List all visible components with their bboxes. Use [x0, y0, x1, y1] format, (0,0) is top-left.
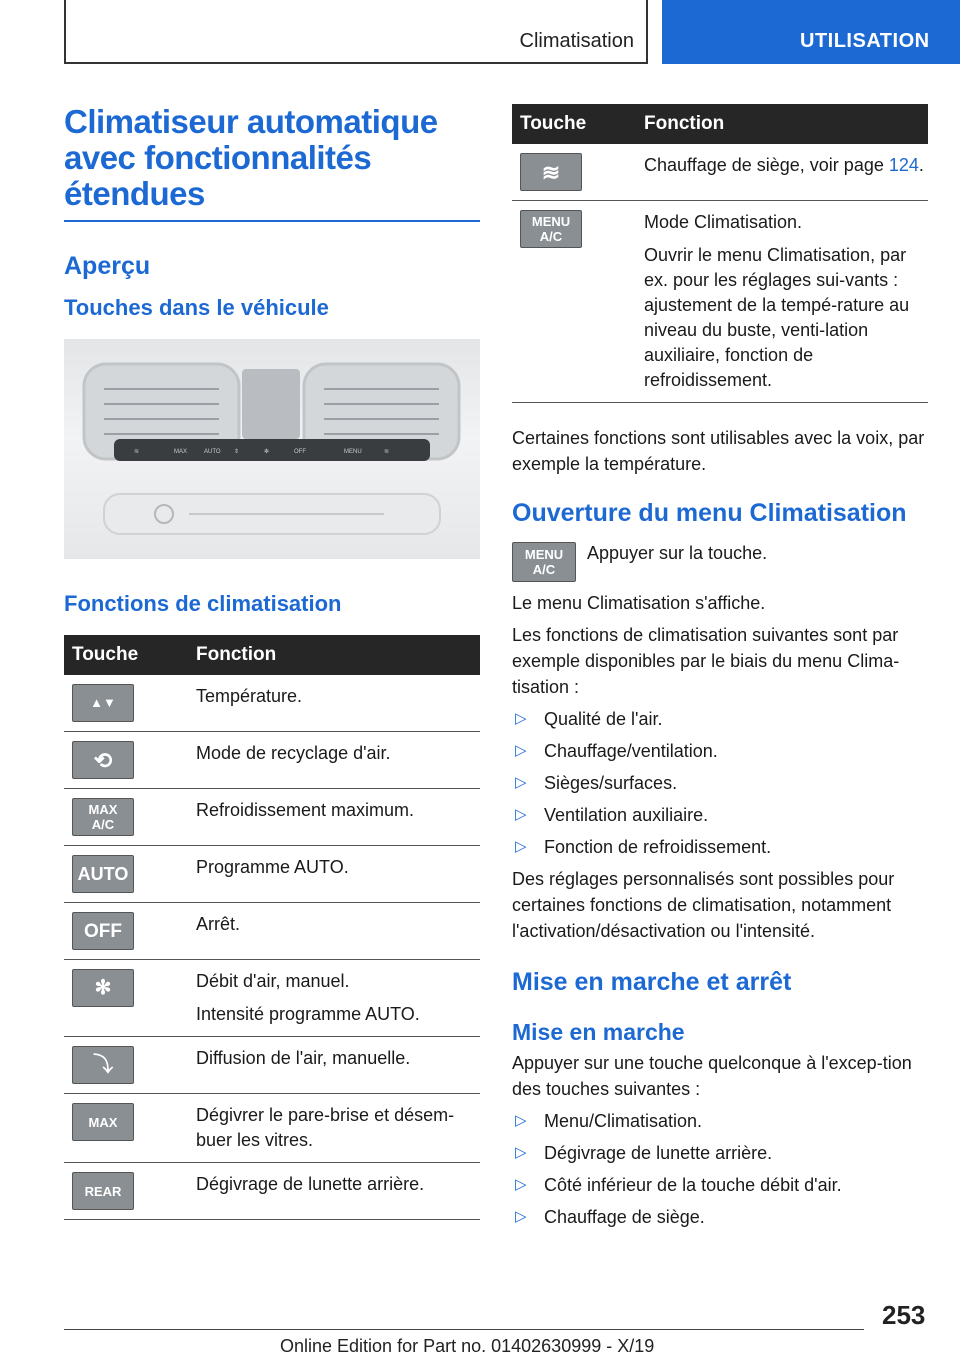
bullet-triangle-icon: ▷ — [515, 710, 527, 727]
page-title: Climatiseur automatique avec fonctionnalités étendues — [64, 103, 438, 212]
fan-icon: ✻ — [72, 969, 134, 1007]
list-item-text: Menu/Climatisation. — [544, 1111, 703, 1131]
row-text-before: Chauffage de siège, voir page — [644, 155, 889, 175]
right-function-table — [512, 104, 928, 403]
menu-items-list — [512, 706, 928, 860]
bullet-triangle-icon: ▷ — [515, 1176, 527, 1193]
svg-text:≋: ≋ — [384, 449, 390, 455]
list-item-text: Qualité de l'air. — [544, 709, 663, 729]
windshield-defrost-icon: MAX — [72, 1103, 134, 1141]
table-row — [512, 201, 928, 403]
table-header-row — [64, 635, 480, 675]
personal-settings-text: Des réglages personnalisés sont possibles pour certaines fonctions de climatisation, notamment l'activation/désactivation ou l'intensité. — [512, 869, 895, 941]
svg-text:MAX: MAX — [174, 449, 188, 455]
list-item-text: Chauffage de siège. — [544, 1207, 705, 1227]
list-item-text: Chauffage/ventilation. — [544, 741, 718, 761]
col-function-header: Fonction — [644, 104, 928, 144]
svg-text:⇕: ⇕ — [234, 449, 240, 455]
menu-intro-text: Les fonctions de climatisation suivantes sont par exemple disponibles par le biais du menu Clima-tisation : — [512, 625, 900, 697]
heading-vehicle-keys: Touches dans le véhicule — [64, 295, 329, 320]
table-row — [64, 732, 480, 789]
list-item — [512, 1172, 928, 1198]
list-item — [512, 834, 928, 860]
svg-text:AUTO: AUTO — [204, 449, 221, 455]
table-row — [64, 960, 480, 1037]
header-section-box — [64, 0, 648, 64]
bullet-triangle-icon: ▷ — [515, 1112, 527, 1129]
rear-window-defrost-icon: REAR — [72, 1172, 134, 1210]
list-item-text: Ventilation auxiliaire. — [544, 805, 709, 825]
row-text-2: Intensité programme AUTO. — [196, 1004, 420, 1024]
row-text: Programme AUTO. — [196, 857, 349, 877]
row-text: Débit d'air, manuel. — [196, 971, 350, 991]
row-text: Refroidissement maximum. — [196, 800, 415, 820]
table-row — [512, 144, 928, 201]
header-tab[interactable] — [662, 0, 960, 64]
bullet-triangle-icon: ▷ — [515, 742, 527, 759]
header-tab-label: UTILISATION — [800, 30, 930, 52]
dashboard-photo — [64, 339, 480, 559]
page-link[interactable]: 124 — [888, 155, 919, 175]
air-recirculation-icon: ⟲ — [72, 741, 134, 779]
row-text: Température. — [196, 686, 303, 706]
footer-edition: Online Edition for Part no. 01402630999 - X/19 — [280, 1336, 655, 1356]
heading-overview: Aperçu — [64, 252, 151, 280]
auto-icon: AUTO — [72, 855, 134, 893]
switch-on-intro: Appuyer sur une touche quelconque à l'excep-tion des touches suivantes : — [512, 1053, 912, 1099]
bullet-triangle-icon: ▷ — [515, 1144, 527, 1161]
heading-switch-on: Mise en marche — [512, 1019, 685, 1045]
col-key-header: Touche — [512, 104, 644, 144]
row-text: Arrêt. — [196, 914, 241, 934]
title-rule — [64, 220, 480, 222]
list-item-text: Dégivrage de lunette arrière. — [544, 1143, 773, 1163]
menu-ac-icon: MENU A/C — [520, 210, 582, 248]
table-row — [64, 675, 480, 732]
row-text: Diffusion de l'air, manuelle. — [196, 1048, 411, 1068]
air-distribution-icon: ⤵ — [72, 1046, 134, 1084]
svg-text:≋: ≋ — [134, 449, 140, 455]
row-text: Dégivrer le pare-brise et désem-buer les vitres. — [196, 1105, 455, 1150]
list-item-text: Côté inférieur de la touche débit d'air. — [544, 1175, 842, 1195]
max-ac-icon: MAX A/C — [72, 798, 134, 836]
col-key-header: Touche — [64, 635, 196, 675]
list-item — [512, 802, 928, 828]
page-number: 253 — [882, 1300, 926, 1330]
voice-note: Certaines fonctions sont utilisables avec la voix, par exemple la température. — [512, 428, 925, 474]
table-row — [64, 846, 480, 903]
menu-ac-icon: MENU A/C — [512, 542, 576, 582]
list-item — [512, 738, 928, 764]
row-text: Mode Climatisation. — [644, 212, 803, 232]
bullet-triangle-icon: ▷ — [515, 806, 527, 823]
table-row — [64, 903, 480, 960]
row-text: Mode de recyclage d'air. — [196, 743, 391, 763]
bullet-triangle-icon: ▷ — [515, 838, 527, 855]
list-item — [512, 770, 928, 796]
bullet-triangle-icon: ▷ — [515, 1208, 527, 1225]
svg-text:✻: ✻ — [264, 449, 270, 455]
table-header-row — [512, 104, 928, 144]
temperature-arrows-icon: ▲▼ — [72, 684, 134, 722]
left-function-table — [64, 635, 480, 1220]
row-text — [644, 153, 928, 178]
row-text-2: Ouvrir le menu Climatisation, par ex. pour les réglages sui-vants : ajustement de la tempé-rature au niveau du buste, venti-lation auxiliaire, fonction de refroidissement. — [644, 245, 910, 390]
list-item — [512, 1140, 928, 1166]
row-text: Dégivrage de lunette arrière. — [196, 1174, 425, 1194]
exception-keys-list — [512, 1108, 928, 1230]
bullet-triangle-icon: ▷ — [515, 774, 527, 791]
press-key-row — [512, 542, 928, 582]
list-item — [512, 1204, 928, 1230]
row-text-after: . — [918, 155, 924, 175]
off-icon: OFF — [72, 912, 134, 950]
table-row — [64, 1094, 480, 1163]
list-item-text: Fonction de refroidissement. — [544, 837, 772, 857]
list-item-text: Sièges/surfaces. — [544, 773, 678, 793]
heading-climate-functions: Fonctions de climatisation — [64, 591, 342, 616]
seat-heating-icon: ≋ — [520, 153, 582, 191]
dashboard-illustration — [64, 339, 480, 559]
table-row — [64, 1037, 480, 1094]
left-column — [64, 104, 480, 1220]
heading-open-menu: Ouverture du menu Climatisation — [512, 499, 907, 527]
press-key-text: Appuyer sur la touche. — [587, 543, 768, 563]
list-item — [512, 706, 928, 732]
table-row — [64, 789, 480, 846]
header-section-title: Climatisation — [519, 30, 634, 52]
right-column — [512, 104, 928, 1230]
menu-shown-text: Le menu Climatisation s'affiche. — [512, 593, 766, 613]
col-function-header: Fonction — [196, 635, 480, 675]
footer-rule — [64, 1329, 864, 1330]
list-item — [512, 1108, 928, 1134]
table-row — [64, 1163, 480, 1220]
heading-on-off: Mise en marche et arrêt — [512, 968, 792, 996]
svg-text:MENU: MENU — [344, 449, 362, 455]
svg-text:OFF: OFF — [294, 449, 306, 455]
